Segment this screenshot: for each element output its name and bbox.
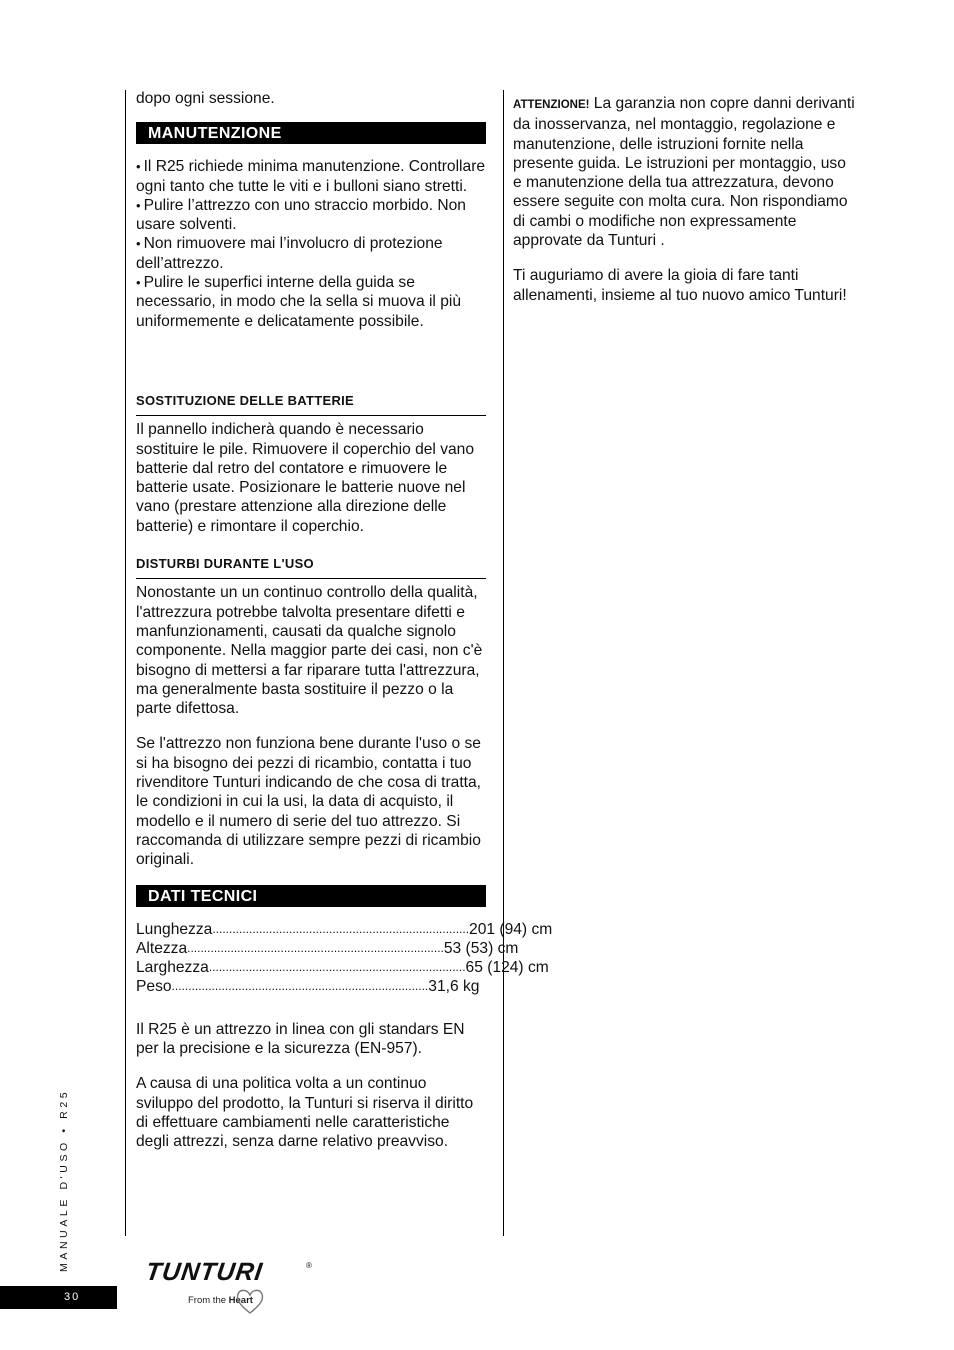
tagline-bold: Heart <box>228 1295 253 1306</box>
attention-label: ATTENZIONE! <box>513 99 590 111</box>
manutenzione-bullet: • Il R25 richiede minima manutenzione. Controllare ogni tanto che tutte le viti e i bulloni siano stretti. <box>136 157 486 196</box>
closing-text: Ti auguriamo di avere la gioia di fare tanti allenamenti, insieme al tuo nuovo amico Tunturi! <box>513 267 847 304</box>
registered-mark: ® <box>306 1261 312 1270</box>
spec-value: 53 (53) cm <box>443 939 519 957</box>
policy-text: A causa di una politica volta a un continuo sviluppo del prodotto, la Tunturi si riserva il diritto di effettuare cambiamenti nelle caratteristiche degli attrezzi, senza darne relativo preavviso. <box>136 1075 474 1151</box>
spec-dots: ............................................................................. <box>212 921 470 936</box>
dati-tecnici-heading: DATI TECNICI <box>136 885 486 907</box>
spec-row <box>136 977 480 996</box>
attention-text: La garanzia non copre danni derivanti da inosservanza, nel montaggio, regolazione e manutenzione, delle istruzioni fornite nella presente guida. Le istruzioni per montaggio, uso e manutenzione della tua attrezzatura, devono essere seguite con molta cura. Non rispondiamo di cambi o modifiche non expressamente approvate da Tunturi . <box>513 95 855 250</box>
spec-dots: ............................................................................. <box>187 940 444 955</box>
right-column <box>513 94 858 305</box>
heart-icon <box>234 1286 266 1316</box>
spec-value: 65 (124) cm <box>465 959 549 977</box>
spec-row <box>136 958 549 977</box>
tagline-prefix: From the <box>188 1295 229 1306</box>
spec-value: 201 (94) cm <box>469 920 553 938</box>
manutenzione-heading: MANUTENZIONE <box>136 122 486 144</box>
standards-text: Il R25 è un attrezzo in linea con gli standars EN per la precisione e la sicurezza (EN-957). <box>136 1020 465 1057</box>
batterie-heading: SOSTITUZIONE DELLE BATTERIE <box>136 391 486 416</box>
right-column-rule <box>503 90 504 1236</box>
left-column-rule <box>125 90 126 1236</box>
manutenzione-list <box>136 157 486 331</box>
spec-label: Larghezza <box>136 959 209 977</box>
tunturi-logo <box>146 1258 326 1320</box>
manutenzione-bullet: • Non rimuovere mai l’involucro di protezione dell’attrezzo. <box>136 234 486 273</box>
spec-row <box>136 920 553 939</box>
attention-paragraph <box>513 94 858 250</box>
batterie-text: Il pannello indicherà quando è necessario sostituire le pile. Rimuovere il coperchio del vano batterie dal retro del contatore e rimuovere le batterie usate. Posizionare le batterie nuove nel vano (prestare attenzione alla direzione delle batterie) e rimontare il coperchio. <box>136 421 475 535</box>
spec-value: 31,6 kg <box>428 978 480 996</box>
disturbi-paragraph-2: Se l'attrezzo non funziona bene durante l'uso o se si ha bisogno dei pezzi di ricambio, contatta i tuo rivenditore Tunturi indicando de che cosa di tratta, le condizioni in cui la usi, la data di acquisto, il modello e il numero di serie del tuo attrezzo. Si raccomanda di utilizzare sempre pezzi di ricambio originali. <box>136 735 481 869</box>
spec-row <box>136 939 519 958</box>
logo-wordmark: TUNTURI <box>144 1258 265 1286</box>
intro-text: dopo ogni sessione. <box>136 90 275 107</box>
disturbi-paragraph-1: Nonostante un un continuo controllo della qualità, l'attrezzura potrebbe talvolta presentare difetti e manfunzionamenti, causati da qualche signolo componente. Nella maggior parte dei casi, non c'è bisogno di mettersi a far riparare tutta l'attrezzura, ma generalmente basta sostituire il pezzo o la parte difettosa. <box>136 584 483 718</box>
spec-dots: ............................................................................. <box>171 979 429 994</box>
left-column <box>136 89 553 1151</box>
side-running-title: MANUALE D'USO • R25 <box>58 1088 70 1272</box>
spec-dots: ............................................................................. <box>208 960 466 975</box>
disturbi-heading: DISTURBI DURANTE L'USO <box>136 554 486 579</box>
spec-label: Peso <box>136 978 172 996</box>
specs-list <box>136 920 553 997</box>
manutenzione-bullet: • Pulire l’attrezzo con uno straccio morbido. Non usare solventi. <box>136 196 486 235</box>
spec-label: Altezza <box>136 939 188 957</box>
manutenzione-bullet: • Pulire le superfici interne della guida se necessario, in modo che la sella si muova il più uniformemente e delicatamente possibile. <box>136 273 486 331</box>
page-number: 30 <box>0 1286 117 1309</box>
spec-label: Lunghezza <box>136 920 213 938</box>
